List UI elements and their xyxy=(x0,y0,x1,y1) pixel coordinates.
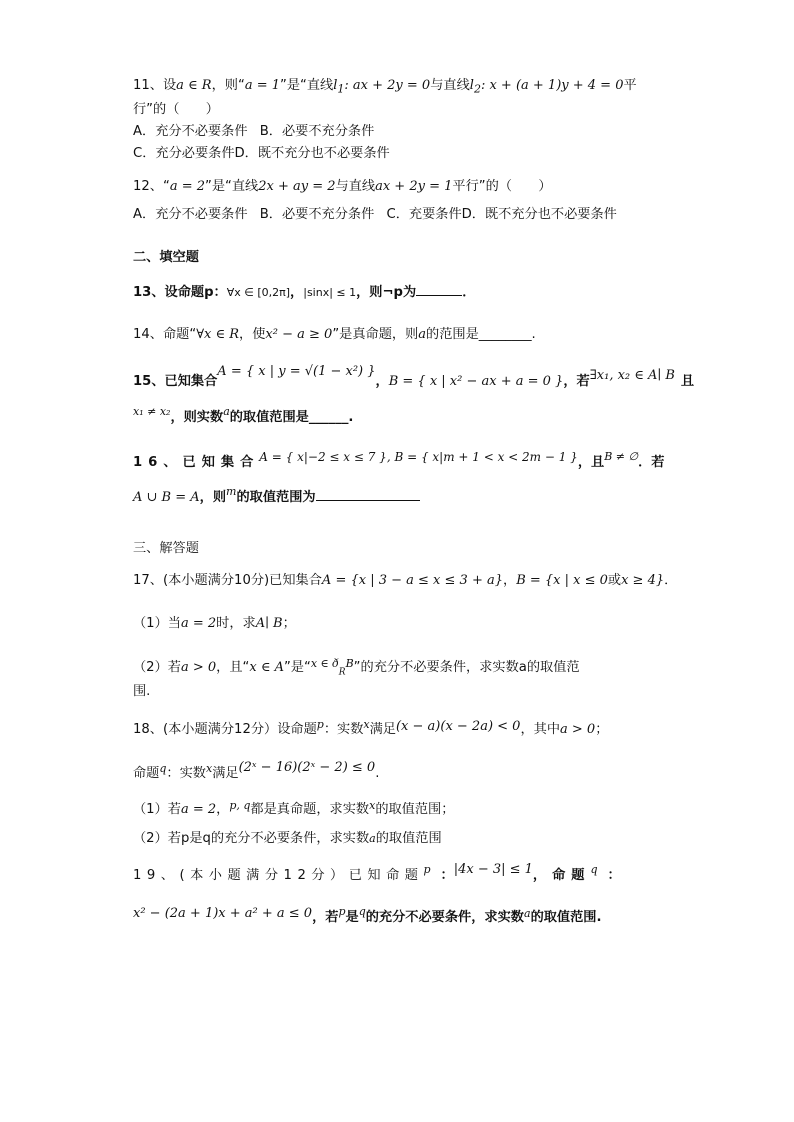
math-expr: A = {x | 3 − a ≤ x ≤ 3 + a} xyxy=(321,573,503,588)
text: ，则 xyxy=(199,490,227,505)
math-expr: |4x − 3| ≤ 1 xyxy=(453,862,533,877)
q15-line2 xyxy=(133,405,354,428)
math-var: x xyxy=(369,799,376,812)
math-expr: B = {x | x ≤ 0 xyxy=(516,573,608,588)
q19-line2 xyxy=(133,905,602,928)
q17-part1 xyxy=(133,614,296,634)
text: ，其中 xyxy=(520,722,561,737)
text: （2）若p是q的充分不必要条件，求实数 xyxy=(133,831,370,846)
text: 的取值范围； xyxy=(375,802,455,817)
answer-blank[interactable] xyxy=(416,281,462,296)
math-var: q xyxy=(590,863,598,876)
text: 命题 xyxy=(133,766,160,781)
math-expr: A ∪ B = A xyxy=(133,490,200,505)
text: 都是真命题，求实数 xyxy=(250,802,370,817)
math-expr: x ∈ A xyxy=(249,660,284,675)
text: 且 xyxy=(680,374,695,389)
text: ”是“直线 xyxy=(205,179,259,194)
text: ， xyxy=(503,573,517,588)
q11-options-row2 xyxy=(133,144,390,164)
text: ．若 xyxy=(638,455,665,470)
math-sub: 1 xyxy=(337,82,345,96)
math-var: B xyxy=(345,657,354,670)
text: ，则¬p为 xyxy=(356,285,417,300)
text: ． xyxy=(462,285,476,300)
math-expr: x ∈ ð xyxy=(310,657,339,670)
option-a: A．充分不必要条件 xyxy=(133,207,248,222)
math-var: q xyxy=(159,762,167,775)
text: ，且“ xyxy=(216,660,250,675)
text: ， xyxy=(290,285,304,300)
math-expr: a ∈ R xyxy=(176,78,212,93)
q16-line1 xyxy=(133,452,664,473)
option-b: B．必要不充分条件 xyxy=(259,124,375,139)
q17-number: 17、(本小题满分10分)已知集合 xyxy=(133,573,322,588)
text: ，命题 xyxy=(532,868,591,883)
q15-line1 xyxy=(133,364,695,392)
option-a: A．充分不必要条件 xyxy=(133,124,248,139)
math-expr: : x + (a + 1)y + 4 = 0 xyxy=(480,78,624,93)
math-expr: x² − (2a + 1)x + a² + a ≤ 0 xyxy=(133,906,313,921)
q12-number: 12、“ xyxy=(133,179,170,194)
q17-line1 xyxy=(133,571,677,591)
text: ， xyxy=(375,374,389,389)
math-var: m xyxy=(226,485,237,498)
text: 与直线 xyxy=(335,179,376,194)
text: ：实数 xyxy=(166,766,206,781)
option-c: C．充要条件 xyxy=(386,207,462,222)
math-var: p xyxy=(423,863,431,876)
text: ，且 xyxy=(577,455,605,470)
math-expr: l xyxy=(333,78,338,93)
math-expr: : ax + 2y = 0 xyxy=(344,78,431,93)
text: 与直线 xyxy=(430,78,470,93)
text: ”是“直线 xyxy=(280,78,334,93)
text: ，则实数 xyxy=(170,410,224,425)
option-d: D．既不充分也不必要条件 xyxy=(461,207,617,222)
text: ：实数 xyxy=(323,722,364,737)
q11-line1 xyxy=(133,76,637,100)
math-expr: a = 2 xyxy=(169,179,205,194)
math-var: a xyxy=(418,327,427,342)
math-var: x xyxy=(363,718,370,731)
text: 平 xyxy=(623,78,637,93)
text: 的取值范围. xyxy=(530,910,602,925)
answer-blank[interactable] xyxy=(316,486,420,501)
text: ，则“ xyxy=(211,78,245,93)
math-expr: (2ˣ − 16)(2ˣ − 2) ≤ 0 xyxy=(238,760,376,775)
math-expr: B ≠ ∅ xyxy=(604,450,639,463)
text: ”的充分不必要条件，求实数a的取值范 xyxy=(353,660,580,675)
text: ， xyxy=(216,802,230,817)
math-sub: R xyxy=(338,667,346,678)
q12-options xyxy=(133,205,617,225)
text: （1）若 xyxy=(133,802,181,817)
math-var: q xyxy=(358,905,366,918)
text: ： xyxy=(607,868,621,883)
math-expr: 2x + ay = 2 xyxy=(258,179,336,194)
math-expr: (x − a)(x − 2a) < 0 xyxy=(395,719,521,734)
q17-part2-line2: 围. xyxy=(133,684,151,699)
text: ，若 xyxy=(563,374,590,389)
math-expr: |sinx| ≤ 1 xyxy=(303,286,357,299)
math-expr: x ≥ 4} xyxy=(621,573,665,588)
q18-part1 xyxy=(133,800,454,820)
option-b: B．必要不充分条件 xyxy=(259,207,375,222)
section-title-fill-in: 二、填空题 xyxy=(133,250,199,265)
text: 的取值范围为 xyxy=(236,490,316,505)
text: 是 xyxy=(345,910,359,925)
math-var: x xyxy=(205,762,213,775)
text: 的取值范围是______. xyxy=(229,410,354,425)
text: 时，求 xyxy=(216,616,256,631)
q16-line2 xyxy=(133,486,420,508)
q16-number: 16、已知集合 xyxy=(133,455,260,470)
math-expr: l xyxy=(469,78,474,93)
q19-number: 19、(本小题满分12分）已知命题 xyxy=(133,868,424,883)
q13-line xyxy=(133,281,475,303)
q15-number: 15、已知集合 xyxy=(133,374,218,389)
text: ： xyxy=(440,868,454,883)
q18-line1 xyxy=(133,720,608,740)
q12-line1 xyxy=(133,177,552,197)
math-expr: x₁ ≠ x₂ xyxy=(133,405,171,418)
math-sub: 2 xyxy=(473,82,481,96)
math-expr: ∀x ∈ R xyxy=(196,327,240,342)
math-expr: A∣ B xyxy=(255,616,283,631)
math-expr: a = 2 xyxy=(180,616,217,631)
math-var: p xyxy=(316,718,324,731)
math-var: a xyxy=(524,907,531,920)
math-expr: a = 1 xyxy=(244,78,280,93)
q14-line xyxy=(133,325,536,345)
q18-part2 xyxy=(133,829,442,849)
q14-number: 14、命题“ xyxy=(133,327,197,342)
section-title-solve: 三、解答题 xyxy=(133,541,199,556)
math-expr: p, q xyxy=(229,799,251,812)
q11-line2: 行”的（ ） xyxy=(133,102,219,117)
math-expr: A = { x|−2 ≤ x ≤ 7 }, B = { x|m + 1 < x < 2m − 1 } xyxy=(259,450,578,464)
math-expr: ∃x₁, x₂ ∈ A∣ B xyxy=(589,368,675,383)
text: ，使 xyxy=(239,327,266,342)
text: 的范围是________. xyxy=(426,327,536,342)
math-var: a xyxy=(369,832,376,845)
text: ，若 xyxy=(312,910,339,925)
math-expr: a > 0 xyxy=(180,660,217,675)
text: 的取值范围 xyxy=(375,831,442,846)
text: 满足 xyxy=(212,766,239,781)
text: ； xyxy=(282,616,296,631)
text: 的充分不必要条件，求实数 xyxy=(365,910,524,925)
q13-number: 13、设命题p： xyxy=(133,285,227,300)
math-expr: ax + 2y = 1 xyxy=(375,179,453,194)
math-expr: B = { x | x² − ax + a = 0 } xyxy=(388,374,564,389)
text: （2）若 xyxy=(133,660,181,675)
text: . xyxy=(375,766,380,781)
text: ”是真命题，则 xyxy=(332,327,419,342)
math-var: a xyxy=(223,405,230,418)
q19-line1 xyxy=(133,862,621,886)
text: ； xyxy=(595,722,609,737)
math-expr: A = { x | y = √(1 − x²) } xyxy=(217,364,376,379)
text: 满足 xyxy=(369,722,396,737)
text: ”是“ xyxy=(283,660,311,675)
text: （1）当 xyxy=(133,616,181,631)
q18-number: 18、(本小题满分12分）设命题 xyxy=(133,722,317,737)
q11-options-row1 xyxy=(133,122,374,142)
text: ． xyxy=(664,573,678,588)
math-var: p xyxy=(338,905,346,918)
math-expr: a = 2 xyxy=(180,802,217,817)
option-c: C．充分必要条件 xyxy=(133,146,235,161)
text: 平行”的（ ） xyxy=(452,179,552,194)
text: 或 xyxy=(607,573,622,588)
option-d: D．既不充分也不必要条件 xyxy=(234,146,390,161)
math-expr: ∀x ∈ [0,2π] xyxy=(226,286,291,299)
math-expr: a > 0 xyxy=(560,722,596,737)
math-expr: x² − a ≥ 0 xyxy=(265,327,333,342)
q11-number: 11、设 xyxy=(133,78,177,93)
q17-part2-line1 xyxy=(133,658,580,683)
q18-line2 xyxy=(133,760,380,784)
